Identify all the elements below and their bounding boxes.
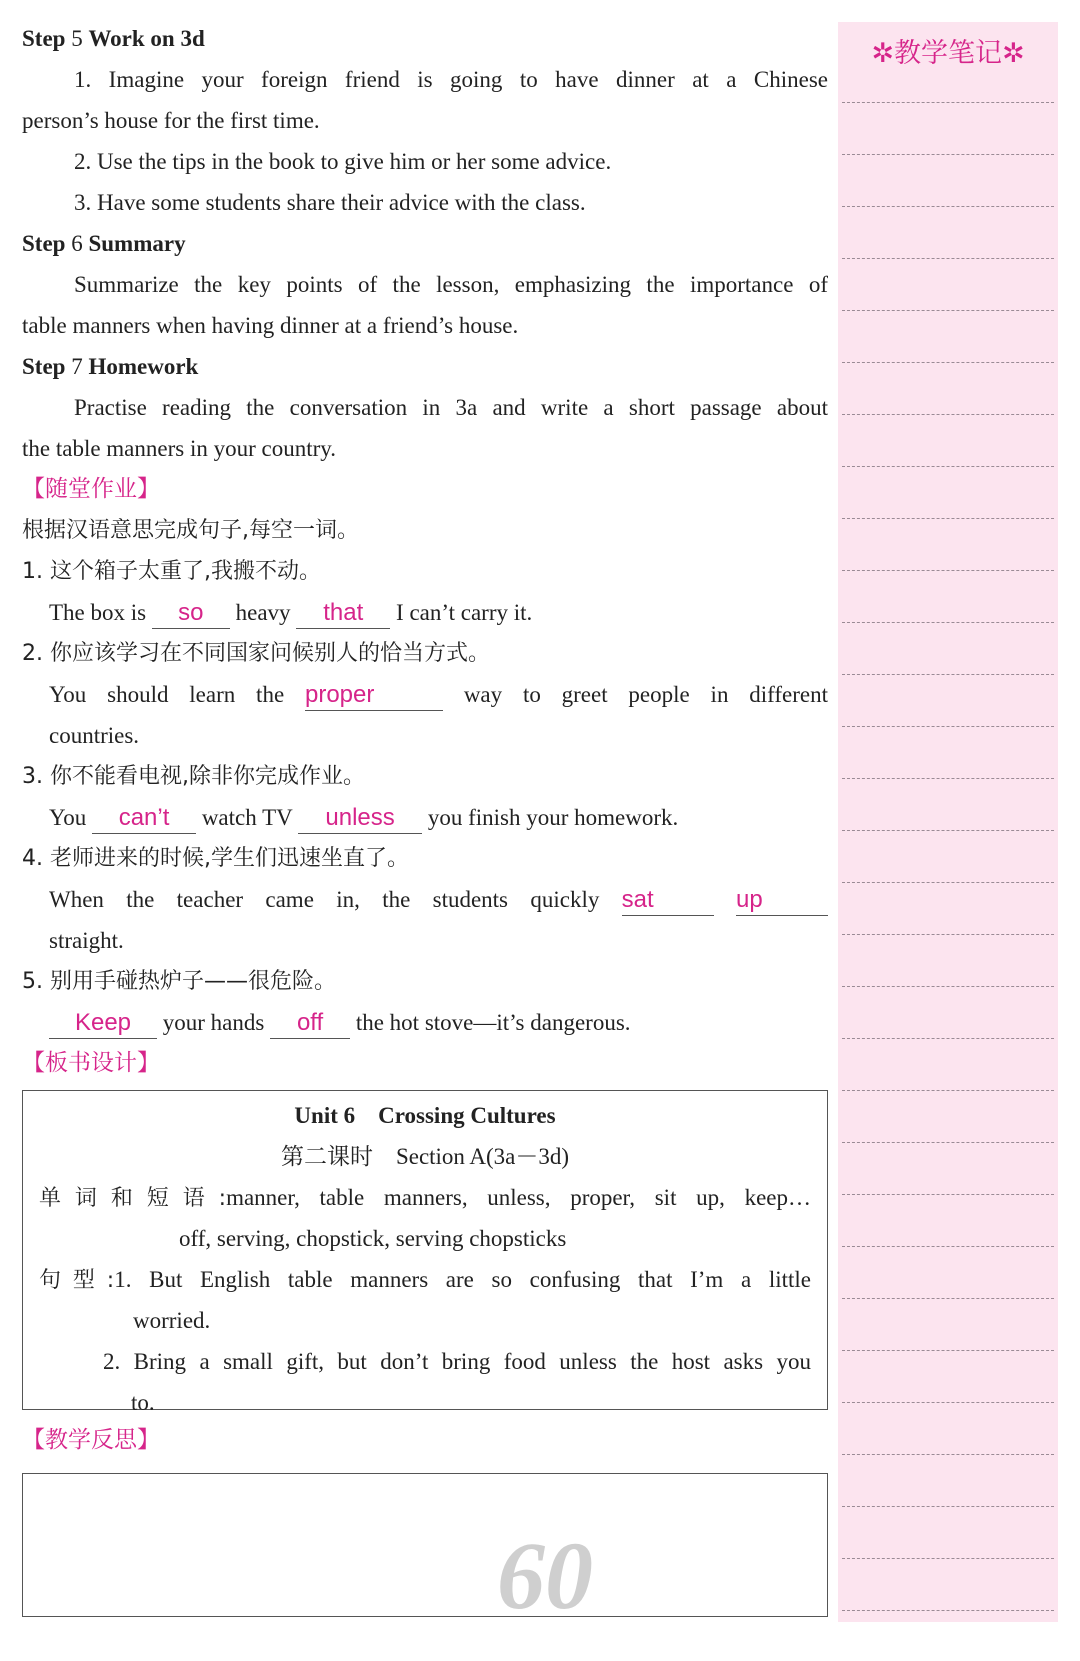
notes-rule-line	[842, 1298, 1054, 1299]
notes-rule-line	[842, 362, 1054, 363]
homework-instruction: 根据汉语意思完成句子,每空一词。	[22, 518, 359, 543]
reflection-box[interactable]	[22, 1473, 828, 1617]
item-4-continuation: straight.	[49, 928, 124, 953]
item-2-continuation: countries.	[49, 723, 140, 748]
item-5-blank-2[interactable]: off	[270, 1008, 350, 1039]
notes-rule-line	[842, 934, 1054, 935]
step-6-line-1: Summarize the key points of the lesson, emphasizing the importance of	[74, 272, 828, 297]
board-vocab-line-1: 单词和短语:manner, table manners, unless, proper, sit up, keep…	[39, 1185, 811, 1211]
item-1-blank-1[interactable]: so	[152, 598, 230, 629]
notes-rule-line	[842, 414, 1054, 415]
board-heading: 【板书设计】	[22, 1050, 160, 1076]
notes-title: ✲教学笔记✲	[871, 38, 1025, 69]
item-5-english: Keep your hands off the hot stove—it’s dangerous.	[22, 1002, 828, 1043]
notes-rule-line	[842, 1350, 1054, 1351]
item-3-blank-1[interactable]: can’t	[92, 803, 196, 834]
notes-rule-line	[842, 1402, 1054, 1403]
notes-rule-line	[842, 1454, 1054, 1455]
notes-rule-line	[842, 102, 1054, 103]
notes-rule-line	[842, 1558, 1054, 1559]
step-7-line-2: the table manners in your country.	[22, 436, 337, 461]
board-pattern-line-1: 句型:1. But English table manners are so confusing that I’m a little	[39, 1267, 811, 1293]
notes-rule-line	[842, 1090, 1054, 1091]
item-4-english: When the teacher came in, the students quickly sat up	[22, 879, 828, 920]
homework-heading: 【随堂作业】	[22, 476, 160, 502]
notes-rule-line	[842, 1194, 1054, 1195]
board-unit-title: Unit 6 Crossing Cultures	[294, 1103, 556, 1128]
notes-rule-line	[842, 310, 1054, 311]
item-2-blank-1[interactable]: proper	[305, 680, 443, 711]
board-pattern-line-2: 2. Bring a small gift, but don’t bring food unless the host asks you	[103, 1349, 811, 1374]
item-3-chinese: 3. 你不能看电视,除非你完成作业。	[22, 764, 365, 789]
item-2-chinese: 2. 你应该学习在不同国家问候别人的恰当方式。	[22, 641, 490, 666]
item-5-chinese: 5. 别用手碰热炉子——很危险。	[22, 969, 336, 994]
notes-rule-line	[842, 674, 1054, 675]
notes-rule-line	[842, 1142, 1054, 1143]
notes-rule-line	[842, 1610, 1054, 1611]
item-5-blank-1[interactable]: Keep	[49, 1008, 157, 1039]
reflection-heading: 【教学反思】	[22, 1427, 160, 1453]
board-pattern-line-2-cont: to.	[131, 1390, 155, 1415]
item-2-english: You should learn the proper way to greet people in different	[22, 674, 828, 715]
step-5-line-3: 2. Use the tips in the book to give him or her some advice.	[74, 149, 612, 174]
notes-rule-line	[842, 154, 1054, 155]
step-6-line-2: table manners when having dinner at a friend’s house.	[22, 313, 519, 338]
notes-rule-line	[842, 206, 1054, 207]
notes-rule-line	[842, 1246, 1054, 1247]
step-5-line-4: 3. Have some students share their advice with the class.	[74, 190, 586, 215]
board-vocab-line-2: off, serving, chopstick, serving chopsticks	[179, 1226, 567, 1251]
notes-rule-line	[842, 830, 1054, 831]
step-7-line-1: Practise reading the conversation in 3a and write a short passage about	[74, 395, 828, 420]
item-3-blank-2[interactable]: unless	[298, 803, 422, 834]
notes-rule-line	[842, 1506, 1054, 1507]
notes-rule-line	[842, 570, 1054, 571]
item-4-blank-1[interactable]: sat	[622, 885, 714, 916]
item-1-english: The box is so heavy that I can’t carry it.	[22, 592, 828, 633]
step-5-heading: Step 5 Work on 3d	[22, 26, 205, 51]
notes-rule-line	[842, 1038, 1054, 1039]
notes-rule-line	[842, 466, 1054, 467]
board-lesson: 第二课时 Section A(3a－3d)	[280, 1144, 570, 1169]
item-1-chinese: 1. 这个箱子太重了,我搬不动。	[22, 559, 321, 584]
notes-rule-line	[842, 778, 1054, 779]
step-5-line-1: 1. Imagine your foreign friend is going to have dinner at a Chinese	[74, 67, 828, 92]
lesson-content	[22, 18, 828, 1617]
notes-rule-line	[842, 622, 1054, 623]
item-3-english: You can’t watch TV unless you finish your homework.	[22, 797, 828, 838]
notes-rule-line	[842, 882, 1054, 883]
step-5-line-2: person’s house for the first time.	[22, 108, 320, 133]
item-4-chinese: 4. 老师进来的时候,学生们迅速坐直了。	[22, 846, 409, 871]
board-design-box	[22, 1090, 828, 1415]
step-7-heading: Step 7 Homework	[22, 354, 199, 379]
teaching-notes-panel	[838, 22, 1058, 1622]
notes-rule-line	[842, 986, 1054, 987]
step-6-heading: Step 6 Summary	[22, 231, 186, 256]
item-1-blank-2[interactable]: that	[296, 598, 390, 629]
notes-rule-line	[842, 258, 1054, 259]
page-number: 60	[497, 1522, 593, 1629]
board-pattern-line-1-cont: worried.	[133, 1308, 211, 1333]
item-4-blank-2[interactable]: up	[736, 885, 828, 916]
notes-rule-line	[842, 518, 1054, 519]
notes-rule-line	[842, 726, 1054, 727]
